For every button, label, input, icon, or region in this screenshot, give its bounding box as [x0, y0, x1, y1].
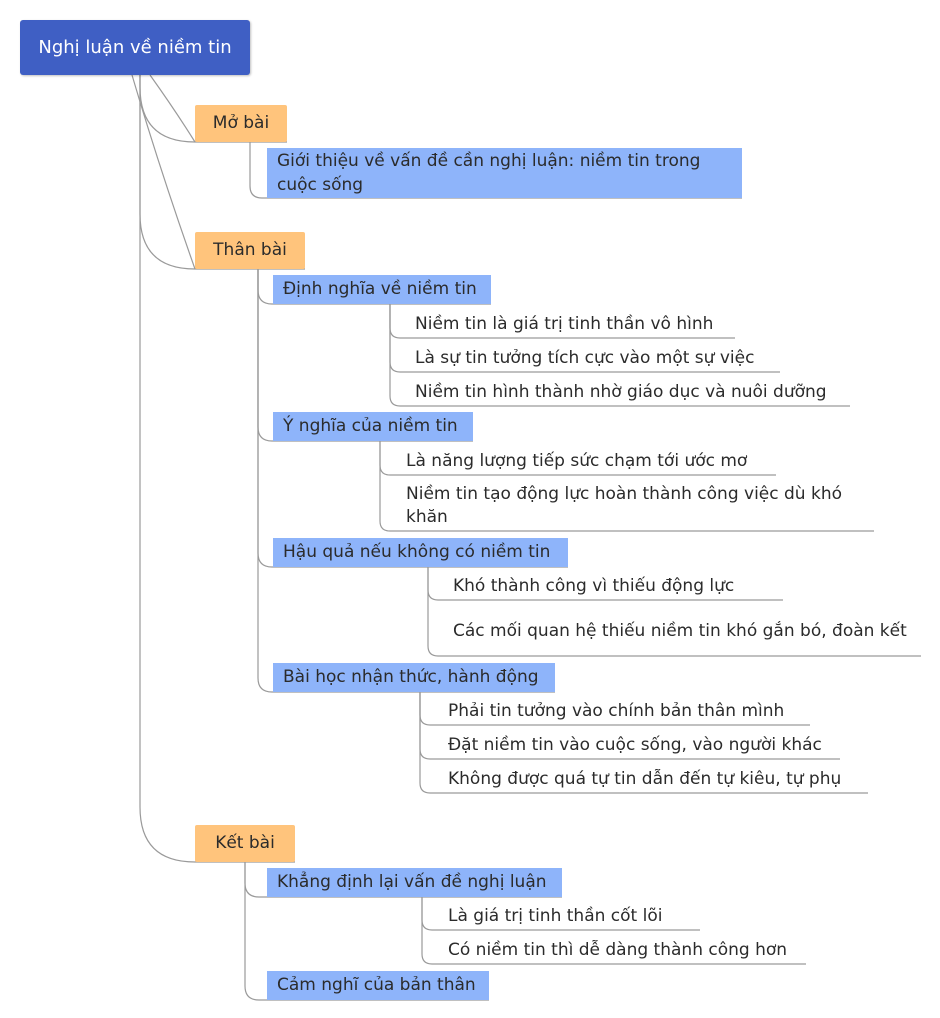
topic-label: Hậu quả nếu không có niềm tin: [283, 542, 551, 562]
root-label: Nghị luận về niềm tin: [38, 37, 232, 58]
topic-label: Khẳng định lại vấn đề nghị luận: [277, 872, 547, 892]
topic-label: Định nghĩa về niềm tin: [283, 279, 477, 299]
section-label: Thân bài: [213, 240, 287, 260]
topic-y-nghia[interactable]: [273, 412, 473, 441]
detail-item: Không được quá tự tin dẫn đến tự kiêu, tự phụ: [448, 769, 842, 789]
topic-bai-hoc[interactable]: [273, 663, 555, 692]
topic-cam-nghi[interactable]: [267, 971, 489, 1000]
section-ket-bai[interactable]: [195, 825, 295, 862]
detail-item: Các mối quan hệ thiếu niềm tin khó gắn bó, đoàn kết: [453, 620, 907, 641]
topic-dinh-nghia[interactable]: [273, 275, 491, 304]
section-label: Kết bài: [215, 833, 275, 853]
detail-item: Là giá trị tinh thần cốt lõi: [448, 906, 663, 926]
topic-label: Bài học nhận thức, hành động: [283, 667, 539, 687]
detail-item: Niềm tin là giá trị tinh thần vô hình: [415, 314, 714, 334]
detail-item: Đặt niềm tin vào cuộc sống, vào người khác: [448, 735, 822, 755]
detail-item: Niềm tin hình thành nhờ giáo dục và nuôi dưỡng: [415, 382, 827, 402]
topic-label: Giới thiệu về vấn đề cần nghị luận: niềm tin trong cuộc sống: [277, 151, 701, 195]
topic-hau-qua[interactable]: [273, 538, 568, 567]
detail-item: Có niềm tin thì dễ dàng thành công hơn: [448, 940, 788, 960]
section-than-bai[interactable]: [195, 232, 305, 269]
section-label: Mở bài: [212, 113, 270, 133]
detail-item: Khó thành công vì thiếu động lực: [453, 576, 735, 596]
detail-item: Là năng lượng tiếp sức chạm tới ước mơ: [406, 451, 748, 471]
root-node[interactable]: [20, 20, 250, 75]
section-mo-bai[interactable]: [195, 105, 287, 142]
topic-khang-dinh[interactable]: [267, 868, 562, 897]
topic-gioi-thieu[interactable]: [267, 148, 742, 198]
detail-item: Là sự tin tưởng tích cực vào một sự việc: [415, 348, 755, 368]
topic-label: Ý nghĩa của niềm tin: [283, 416, 458, 436]
detail-item: Phải tin tưởng vào chính bản thân mình: [448, 701, 785, 721]
topic-label: Cảm nghĩ của bản thân: [277, 975, 476, 995]
detail-item: Niềm tin tạo động lực hoàn thành công việc dù khó khăn: [406, 484, 843, 527]
